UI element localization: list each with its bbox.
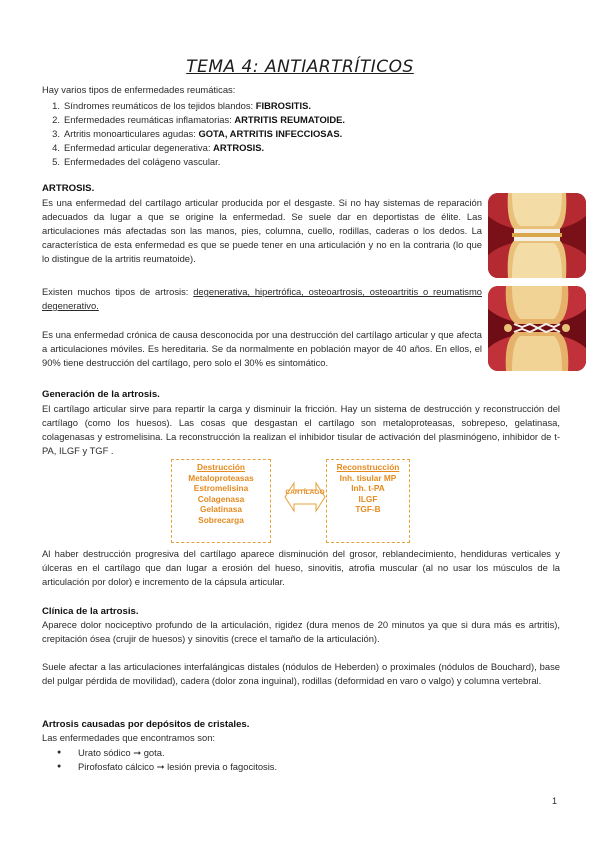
section-heading-artrosis: ARTROSIS. [42,183,95,194]
clinica-paragraph-2: Suele afectar a las articulaciones interfalángicas distales (nódulos de Heberden) o proximales (nódulos de Bouchard), base del pulgar pérdida de movilidad), cadera (dolor zona inguinal), rodillas (deformidad en varo o valgo) y columna vertebral. [42,661,560,687]
cristales-intro: Las enfermedades que encontramos son: [42,732,216,743]
generacion-paragraph-1: El cartílago articular sirve para repartir la carga y disminuir la fricción. Hay un sistema de destrucción y reconstrucción del cartílago (como los huesos). Las cosas que desgastan el cartílago son metaloproteasas, sobrepeso, gelatinasa, colagenasas y estromelisina. La reconstrucción la realizan el inhibidor tisular de activación del plasminógeno, inhibidor de t-PA, ILGF y TGF . [42,403,560,457]
destruccion-item: Estromelisina [193,483,249,494]
disease-types-list [42,99,345,169]
destruccion-item: Metaloproteasas [188,472,254,483]
artrosis-paragraph-1: Es una enfermedad del cartílago articular producida por el desgaste. Si no hay sistemas de reparación adecuados da lugar a que se origine la enfermedad. Se suele dar en deportistas de élite. Las articulaciones más afectadas son las manos, pies, columna, cuello, rodillas, caderas o los dedos. La característica de esta enfermedad es que se puede tener en una articulación y no en la contraria (lo que lo distingue de la artritis reumatoide). [42,197,482,265]
clinica-paragraph-1: Aparece dolor nociceptivo profundo de la articulación, rigidez (dura menos de 20 minutos ya que si dura más es artritis), crepitación ósea (crujir de huesos) y sinovitis (crece el tamaño de la articulación). [42,619,560,645]
destruccion-box [171,459,271,543]
destruccion-item: Colagenasa [197,493,245,504]
reconstruccion-item: Inh. t-PA [351,483,385,494]
list-item: 5. Enfermedades del colágeno vascular. [52,156,221,167]
artrosis-paragraph-3: Es una enfermedad crónica de causa desconocida por una destrucción del cartílago articular y que afecta a articulaciones móviles. Es hereditaria. Se da normalmente en población mayor de 40 años. En ellos, el 90% tiene destrucción del cartílago, pero solo el 30% es sintomático. [42,329,482,369]
section-heading-clinica: Clínica de la artrosis. [42,606,139,617]
reconstruccion-box [326,459,410,543]
list-item: 2. Enfermedades reumáticas inflamatorias: ARTRITIS REUMATOIDE. [52,114,345,125]
list-item: ● Urato sódico ➞ gota. [55,746,277,760]
section-heading-generacion: Generación de la artrosis. [42,389,160,400]
reconstruccion-item: ILGF [358,493,378,504]
list-item: 3. Artritis monoarticulares agudas: GOTA, ARTRITIS INFECCIOSAS. [52,128,343,139]
artrosis-paragraph-2: Existen muchos tipos de artrosis: degenerativa, hipertrófica, osteoartrosis, osteoartritis o reumatismo degenerativo. [42,286,482,312]
cristales-list [55,746,277,774]
section-heading-cristales: Artrosis causadas por depósitos de cristales. [42,719,250,730]
destruccion-item: Sobrecarga [198,514,244,525]
arthritic-joint-image [488,286,586,371]
reconstruccion-item: TGF-B [355,504,381,515]
destruccion-item: Gelatinasa [200,504,242,515]
list-item: 1. Síndromes reumáticos de los tejidos blandos: FIBROSITIS. [52,100,311,111]
reconstruccion-item: Inh. tisular MP [339,472,397,483]
page-number: 1 [551,796,557,806]
page-title: TEMA 4: ANTIARTRÍTICOS [186,57,414,77]
list-item: ● Pirofosfato cálcico ➞ lesión previa o fagocitosis. [55,760,277,774]
generacion-paragraph-2: Al haber destrucción progresiva del cartílago aparece disminución del grosor, reblandecimiento, hendiduras verticales y úlceras en el cartílago que dan lugar a erosión del hueso, sinovitis, atrofia muscular (al no usar los músculos de la articulación por dolor) e incremento de la cápsula articular. [42,548,560,588]
destruccion-title: Destrucción [197,462,245,472]
intro-text: Hay varios tipos de enfermedades reumáticas: [42,84,236,95]
list-item: 4. Enfermedad articular degenerativa: ARTROSIS. [52,142,265,153]
healthy-joint-image [488,193,586,278]
cartilago-label: CARTÍLAGO [285,489,325,496]
reconstruccion-title: Reconstrucción [336,462,400,472]
